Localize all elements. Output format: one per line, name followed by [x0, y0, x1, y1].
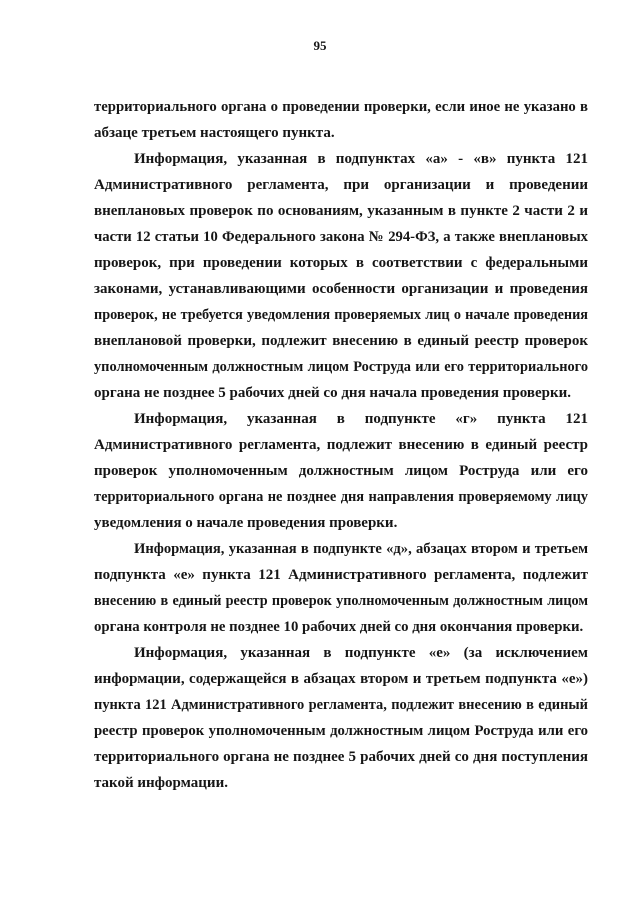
paragraph-2-line-5: проверок, при проведении которых в соответствии с федеральными: [94, 255, 588, 271]
paragraph-2-line-8: внеплановой проверки, подлежит внесению в единый реестр проверок: [94, 333, 588, 349]
paragraph-2-line-10: органа не позднее 5 рабочих дней со дня начала проведения проверки.: [94, 385, 572, 401]
paragraph-1-line-2: абзаце третьем настоящего пункта.: [94, 125, 335, 141]
page-number: 95: [313, 38, 327, 53]
paragraph-3-line-3: проверок уполномоченным должностным лицом Роструда или его: [94, 463, 588, 479]
paragraph-5-line-2: информации, содержащейся в абзацах втором и третьем подпункта «е»): [94, 671, 588, 687]
paragraph-2-line-6: законами, устанавливающими особенности организации и проведения: [94, 281, 588, 297]
paragraph-5-line-1: Информация, указанная в подпункте «е» (за исключением: [134, 645, 588, 661]
paragraph-2-line-3: внеплановых проверок по основаниям, указанным в пункте 2 части 2 и: [94, 203, 588, 219]
paragraph-4-line-3: внесению в единый реестр проверок уполномоченным должностным лицом: [94, 593, 588, 609]
paragraph-2-line-9: уполномоченным должностным лицом Роструда или его территориального: [94, 359, 588, 375]
paragraph-2-line-2: Административного регламента, при организации и проведении: [94, 177, 588, 193]
paragraph-5-line-5: территориального органа не позднее 5 рабочих дней со дня поступления: [94, 749, 588, 765]
paragraph-3-line-4: территориального органа не позднее дня направления проверяемому лицу: [94, 489, 588, 505]
paragraph-4-line-4: органа контроля не позднее 10 рабочих дней со дня окончания проверки.: [94, 619, 584, 635]
paragraph-4-line-1: Информация, указанная в подпункте «д», абзацах втором и третьем: [134, 541, 588, 557]
paragraph-3-line-5: уведомления о начале проведения проверки.: [94, 515, 398, 531]
paragraph-2-line-1: Информация, указанная в подпунктах «а» - «в» пункта 121: [134, 151, 588, 167]
paragraph-3-line-2: Административного регламента, подлежит внесению в единый реестр: [94, 437, 588, 453]
paragraph-5-line-3: пункта 121 Административного регламента, подлежит внесению в единый: [94, 697, 588, 713]
paragraph-4-line-2: подпункта «е» пункта 121 Административного регламента, подлежит: [94, 567, 588, 583]
paragraph-3-line-1: Информация, указанная в подпункте «г» пункта 121: [134, 411, 588, 427]
paragraph-5-line-4: реестр проверок уполномоченным должностным лицом Роструда или его: [94, 723, 588, 739]
paragraph-2-line-7: проверок, не требуется уведомления проверяемых лиц о начале проведения: [94, 307, 588, 323]
paragraph-5-line-6: такой информации.: [94, 775, 228, 791]
paragraph-2-line-4: части 12 статьи 10 Федерального закона № 294-ФЗ, а также внеплановых: [94, 229, 588, 245]
paragraph-1-line-1: территориального органа о проведении проверки, если иное не указано в: [94, 99, 588, 115]
